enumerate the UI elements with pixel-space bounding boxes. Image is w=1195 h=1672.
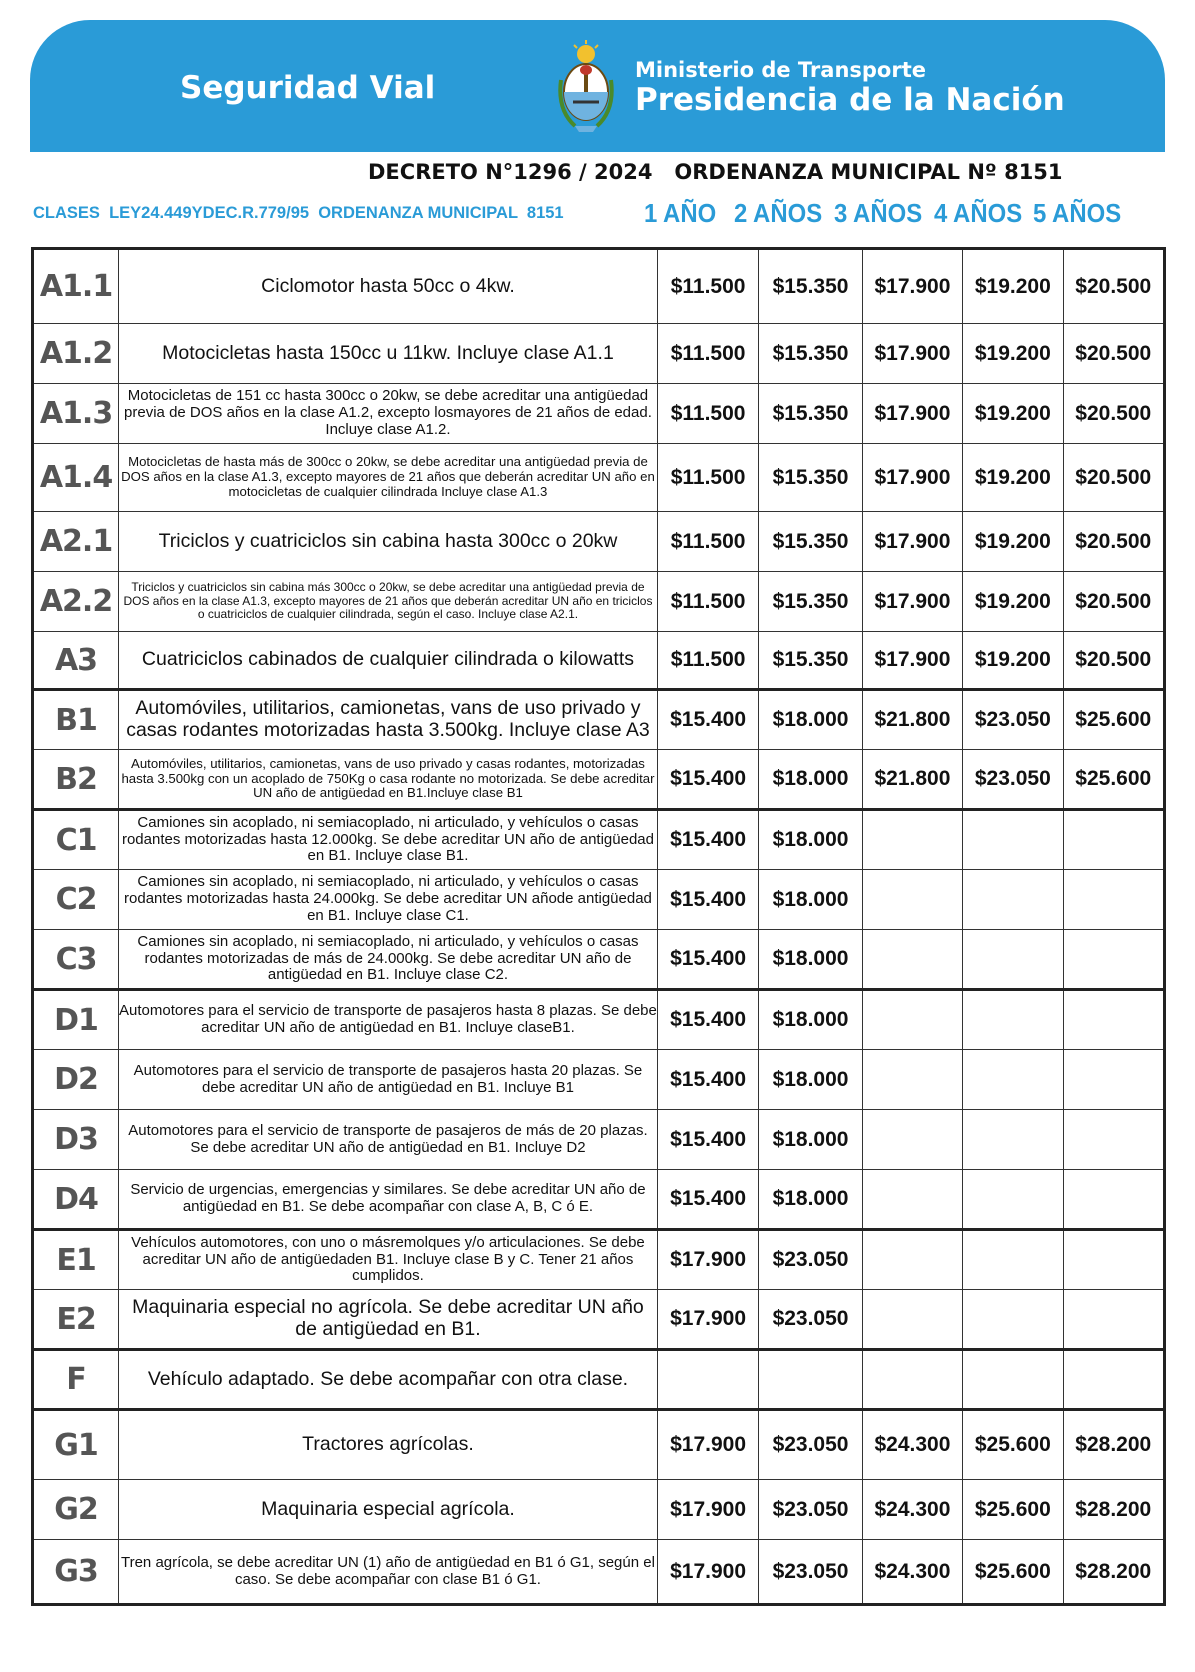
table-row bbox=[33, 990, 1165, 1050]
price-year-5 bbox=[1063, 930, 1164, 990]
price-year-2: $18.000 bbox=[759, 810, 862, 870]
price-year-3 bbox=[862, 1110, 962, 1170]
year-header-2: 2 AÑOS bbox=[734, 198, 823, 228]
ministry-name: Ministerio de Transporte bbox=[635, 58, 926, 82]
year-header-3: 3 AÑOS bbox=[834, 198, 923, 228]
license-class: E1 bbox=[33, 1230, 119, 1290]
table-row bbox=[33, 512, 1165, 572]
table-row bbox=[33, 1170, 1165, 1230]
license-class: G1 bbox=[33, 1410, 119, 1480]
year-header-5: 5 AÑOS bbox=[1033, 198, 1122, 228]
price-year-4 bbox=[963, 1350, 1063, 1410]
price-year-4: $25.600 bbox=[963, 1480, 1063, 1540]
price-year-2: $15.350 bbox=[759, 512, 862, 572]
table-row bbox=[33, 1230, 1165, 1290]
price-year-2: $18.000 bbox=[759, 1110, 862, 1170]
price-year-5: $20.500 bbox=[1063, 632, 1164, 690]
price-year-5: $20.500 bbox=[1063, 324, 1164, 384]
price-year-3 bbox=[862, 870, 962, 930]
price-year-4: $19.200 bbox=[963, 444, 1063, 512]
price-year-3: $17.900 bbox=[862, 512, 962, 572]
table-row bbox=[33, 1350, 1165, 1410]
price-year-4: $19.200 bbox=[963, 632, 1063, 690]
price-year-5: $20.500 bbox=[1063, 444, 1164, 512]
price-year-4: $25.600 bbox=[963, 1410, 1063, 1480]
price-year-4: $25.600 bbox=[963, 1540, 1063, 1605]
price-year-3: $21.800 bbox=[862, 690, 962, 750]
price-year-4: $19.200 bbox=[963, 384, 1063, 444]
price-year-1 bbox=[657, 1350, 758, 1410]
table-row bbox=[33, 324, 1165, 384]
price-year-4: $23.050 bbox=[963, 690, 1063, 750]
price-year-2: $18.000 bbox=[759, 1170, 862, 1230]
price-year-4: $19.200 bbox=[963, 249, 1063, 324]
class-description: Vehículos automotores, con uno o másremolques y/o articulaciones. Se debe acreditar UN año de antigüedaden B1. Incluye clase B y C. Tener 21 años cumplidos. bbox=[119, 1230, 658, 1290]
price-year-2: $15.350 bbox=[759, 324, 862, 384]
price-year-2: $15.350 bbox=[759, 444, 862, 512]
license-class: G3 bbox=[33, 1540, 119, 1605]
price-year-4: $23.050 bbox=[963, 750, 1063, 810]
class-description: Cuatriciclos cabinados de cualquier cilindrada o kilowatts bbox=[119, 632, 658, 690]
class-description: Vehículo adaptado. Se debe acompañar con otra clase. bbox=[119, 1350, 658, 1410]
price-year-2: $15.350 bbox=[759, 572, 862, 632]
price-year-2: $15.350 bbox=[759, 384, 862, 444]
year-header-4: 4 AÑOS bbox=[934, 198, 1023, 228]
price-year-2: $23.050 bbox=[759, 1410, 862, 1480]
table-row bbox=[33, 930, 1165, 990]
price-year-4 bbox=[963, 930, 1063, 990]
argentina-coat-of-arms-icon bbox=[555, 40, 617, 135]
price-year-4: $19.200 bbox=[963, 572, 1063, 632]
class-description: Maquinaria especial no agrícola. Se debe acreditar UN año de antigüedad en B1. bbox=[119, 1290, 658, 1350]
price-year-5: $20.500 bbox=[1063, 512, 1164, 572]
class-description: Automotores para el servicio de transporte de pasajeros de más de 20 plazas. Se debe acreditar UN año de antigüedad en B1. Incluye D2 bbox=[119, 1110, 658, 1170]
price-year-5: $20.500 bbox=[1063, 572, 1164, 632]
class-description: Triciclos y cuatriciclos sin cabina más 300cc o 20kw, se debe acreditar una antigüedad previa de DOS años en la clase A1.3, excepto mayores de 21 años que deberán acreditar UN año en triciclos o cuatriciclos de cualquier cilindrada, según el caso. Incluye clase A2.1. bbox=[119, 572, 658, 632]
price-year-4: $19.200 bbox=[963, 324, 1063, 384]
price-year-4 bbox=[963, 1230, 1063, 1290]
price-year-5 bbox=[1063, 1170, 1164, 1230]
price-year-5: $28.200 bbox=[1063, 1410, 1164, 1480]
price-year-3: $17.900 bbox=[862, 324, 962, 384]
price-year-1: $11.500 bbox=[657, 572, 758, 632]
price-year-1: $17.900 bbox=[657, 1230, 758, 1290]
license-class: B1 bbox=[33, 690, 119, 750]
price-year-4 bbox=[963, 870, 1063, 930]
price-year-1: $15.400 bbox=[657, 870, 758, 930]
price-year-5: $25.600 bbox=[1063, 690, 1164, 750]
price-year-1: $15.400 bbox=[657, 1050, 758, 1110]
price-year-4 bbox=[963, 810, 1063, 870]
table-row bbox=[33, 444, 1165, 512]
license-class: A1.3 bbox=[33, 384, 119, 444]
price-year-4 bbox=[963, 1170, 1063, 1230]
price-year-2: $18.000 bbox=[759, 690, 862, 750]
license-class: A1.1 bbox=[33, 249, 119, 324]
price-year-3 bbox=[862, 990, 962, 1050]
price-year-5 bbox=[1063, 1050, 1164, 1110]
decree-title: DECRETO N°1296 / 2024 ORDENANZA MUNICIPAL Nº 8151 bbox=[368, 160, 1063, 184]
seguridad-vial-title: Seguridad Vial bbox=[180, 70, 436, 106]
price-year-1: $11.500 bbox=[657, 249, 758, 324]
class-description: Motocicletas de hasta más de 300cc o 20kw, se debe acreditar una antigüedad previa de DOS años en la clase A1.3, excepto mayores de 21 años que deberán acreditar UN año en motocicletas de cualquier cilindrada Incluye clase A1.3 bbox=[119, 444, 658, 512]
header-banner bbox=[30, 20, 1165, 152]
class-description: Automóviles, utilitarios, camionetas, vans de uso privado y casas rodantes motorizadas hasta 3.500kg. Incluye clase A3 bbox=[119, 690, 658, 750]
clases-header: CLASES LEY24.449YDEC.R.779/95 ORDENANZA MUNICIPAL 8151 bbox=[33, 204, 564, 222]
class-description: Servicio de urgencias, emergencias y similares. Se debe acreditar UN año de antigüedad en B1. Se debe acompañar con clase A, B, C ó E. bbox=[119, 1170, 658, 1230]
price-year-2 bbox=[759, 1350, 862, 1410]
table-row bbox=[33, 1050, 1165, 1110]
license-class: A1.4 bbox=[33, 444, 119, 512]
price-year-1: $15.400 bbox=[657, 750, 758, 810]
price-year-3: $21.800 bbox=[862, 750, 962, 810]
price-year-3: $24.300 bbox=[862, 1410, 962, 1480]
price-year-1: $15.400 bbox=[657, 690, 758, 750]
price-year-4 bbox=[963, 990, 1063, 1050]
price-year-5 bbox=[1063, 1290, 1164, 1350]
price-year-2: $15.350 bbox=[759, 632, 862, 690]
table-row bbox=[33, 572, 1165, 632]
class-description: Triciclos y cuatriciclos sin cabina hasta 300cc o 20kw bbox=[119, 512, 658, 572]
price-year-3 bbox=[862, 810, 962, 870]
license-class: A2.1 bbox=[33, 512, 119, 572]
license-fees-table bbox=[31, 247, 1166, 1606]
price-year-3: $24.300 bbox=[862, 1480, 962, 1540]
license-class: G2 bbox=[33, 1480, 119, 1540]
table-row bbox=[33, 690, 1165, 750]
table-row bbox=[33, 1410, 1165, 1480]
price-year-3: $17.900 bbox=[862, 384, 962, 444]
price-year-5 bbox=[1063, 990, 1164, 1050]
table-row bbox=[33, 750, 1165, 810]
table-row bbox=[33, 384, 1165, 444]
class-description: Motocicletas hasta 150cc u 11kw. Incluye clase A1.1 bbox=[119, 324, 658, 384]
price-year-1: $17.900 bbox=[657, 1540, 758, 1605]
license-class: D1 bbox=[33, 990, 119, 1050]
class-description: Maquinaria especial agrícola. bbox=[119, 1480, 658, 1540]
license-class: E2 bbox=[33, 1290, 119, 1350]
license-class: C3 bbox=[33, 930, 119, 990]
price-year-1: $11.500 bbox=[657, 444, 758, 512]
price-year-1: $15.400 bbox=[657, 810, 758, 870]
price-year-1: $15.400 bbox=[657, 1110, 758, 1170]
price-year-2: $23.050 bbox=[759, 1290, 862, 1350]
price-year-2: $23.050 bbox=[759, 1230, 862, 1290]
presidency-name: Presidencia de la Nación bbox=[635, 82, 1065, 118]
price-year-5 bbox=[1063, 810, 1164, 870]
price-year-4: $19.200 bbox=[963, 512, 1063, 572]
price-year-3: $17.900 bbox=[862, 572, 962, 632]
price-year-3: $17.900 bbox=[862, 444, 962, 512]
price-year-1: $11.500 bbox=[657, 324, 758, 384]
price-year-2: $18.000 bbox=[759, 930, 862, 990]
class-description: Automóviles, utilitarios, camionetas, vans de uso privado y casas rodantes, motorizadas hasta 3.500kg con un acoplado de 750Kg o casa rodante no motorizada. Se debe acreditar UN año de antigüedad en B1.Incluye clase B1 bbox=[119, 750, 658, 810]
price-year-3 bbox=[862, 1230, 962, 1290]
license-class: D2 bbox=[33, 1050, 119, 1110]
license-class: F bbox=[33, 1350, 119, 1410]
price-year-5: $25.600 bbox=[1063, 750, 1164, 810]
price-year-1: $17.900 bbox=[657, 1410, 758, 1480]
price-year-2: $18.000 bbox=[759, 1050, 862, 1110]
price-year-2: $15.350 bbox=[759, 249, 862, 324]
class-description: Camiones sin acoplado, ni semiacoplado, ni articulado, y vehículos o casas rodantes motorizadas de más de 24.000kg. Se debe acreditar UN año de antigüedad en B1. Incluye clase C2. bbox=[119, 930, 658, 990]
table-row bbox=[33, 632, 1165, 690]
license-class: D4 bbox=[33, 1170, 119, 1230]
price-year-3: $24.300 bbox=[862, 1540, 962, 1605]
license-class: D3 bbox=[33, 1110, 119, 1170]
license-class: C1 bbox=[33, 810, 119, 870]
table-row bbox=[33, 1290, 1165, 1350]
class-description: Ciclomotor hasta 50cc o 4kw. bbox=[119, 249, 658, 324]
price-year-4 bbox=[963, 1050, 1063, 1110]
class-description: Automotores para el servicio de transporte de pasajeros hasta 8 plazas. Se debe acreditar UN año de antigüedad en B1. Incluye claseB1. bbox=[119, 990, 658, 1050]
table-row bbox=[33, 810, 1165, 870]
year-header-1: 1 AÑO bbox=[644, 198, 717, 228]
price-year-1: $11.500 bbox=[657, 512, 758, 572]
license-class: A1.2 bbox=[33, 324, 119, 384]
price-year-5 bbox=[1063, 870, 1164, 930]
table-row bbox=[33, 870, 1165, 930]
price-year-1: $15.400 bbox=[657, 990, 758, 1050]
price-year-1: $15.400 bbox=[657, 930, 758, 990]
price-year-5: $20.500 bbox=[1063, 249, 1164, 324]
price-year-1: $17.900 bbox=[657, 1290, 758, 1350]
license-class: B2 bbox=[33, 750, 119, 810]
class-description: Tractores agrícolas. bbox=[119, 1410, 658, 1480]
price-year-5 bbox=[1063, 1350, 1164, 1410]
class-description: Automotores para el servicio de transporte de pasajeros hasta 20 plazas. Se debe acreditar UN año de antigüedad en B1. Incluye B1 bbox=[119, 1050, 658, 1110]
price-year-3 bbox=[862, 1050, 962, 1110]
table-row bbox=[33, 249, 1165, 324]
price-year-2: $18.000 bbox=[759, 750, 862, 810]
price-year-3: $17.900 bbox=[862, 249, 962, 324]
price-year-5: $20.500 bbox=[1063, 384, 1164, 444]
price-year-5: $28.200 bbox=[1063, 1540, 1164, 1605]
table-row bbox=[33, 1110, 1165, 1170]
price-year-4 bbox=[963, 1110, 1063, 1170]
price-year-5 bbox=[1063, 1110, 1164, 1170]
class-description: Tren agrícola, se debe acreditar UN (1) año de antigüedad en B1 ó G1, según el caso. Se debe acompañar con clase B1 ó G1. bbox=[119, 1540, 658, 1605]
price-year-3 bbox=[862, 1170, 962, 1230]
price-year-5: $28.200 bbox=[1063, 1480, 1164, 1540]
price-year-1: $17.900 bbox=[657, 1480, 758, 1540]
class-description: Camiones sin acoplado, ni semiacoplado, ni articulado, y vehículos o casas rodantes motorizadas hasta 12.000kg. Se debe acreditar UN año de antigüedad en B1. Incluye clase B1. bbox=[119, 810, 658, 870]
price-year-4 bbox=[963, 1290, 1063, 1350]
price-year-3 bbox=[862, 930, 962, 990]
price-year-3 bbox=[862, 1350, 962, 1410]
price-year-1: $11.500 bbox=[657, 632, 758, 690]
price-year-1: $15.400 bbox=[657, 1170, 758, 1230]
price-year-5 bbox=[1063, 1230, 1164, 1290]
price-year-2: $18.000 bbox=[759, 870, 862, 930]
license-class: C2 bbox=[33, 870, 119, 930]
price-year-2: $18.000 bbox=[759, 990, 862, 1050]
price-year-2: $23.050 bbox=[759, 1540, 862, 1605]
table-row bbox=[33, 1480, 1165, 1540]
license-class: A2.2 bbox=[33, 572, 119, 632]
price-year-1: $11.500 bbox=[657, 384, 758, 444]
price-year-3 bbox=[862, 1290, 962, 1350]
table-row bbox=[33, 1540, 1165, 1605]
price-year-2: $23.050 bbox=[759, 1480, 862, 1540]
class-description: Motocicletas de 151 cc hasta 300cc o 20kw, se debe acreditar una antigüedad previa de DOS años en la clase A1.2, excepto losmayores de 21 años de edad. Incluye clase A1.2. bbox=[119, 384, 658, 444]
license-class: A3 bbox=[33, 632, 119, 690]
class-description: Camiones sin acoplado, ni semiacoplado, ni articulado, y vehículos o casas rodantes motorizadas hasta 24.000kg. Se debe acreditar UN añode antigüedad en B1. Incluye clase C1. bbox=[119, 870, 658, 930]
price-year-3: $17.900 bbox=[862, 632, 962, 690]
